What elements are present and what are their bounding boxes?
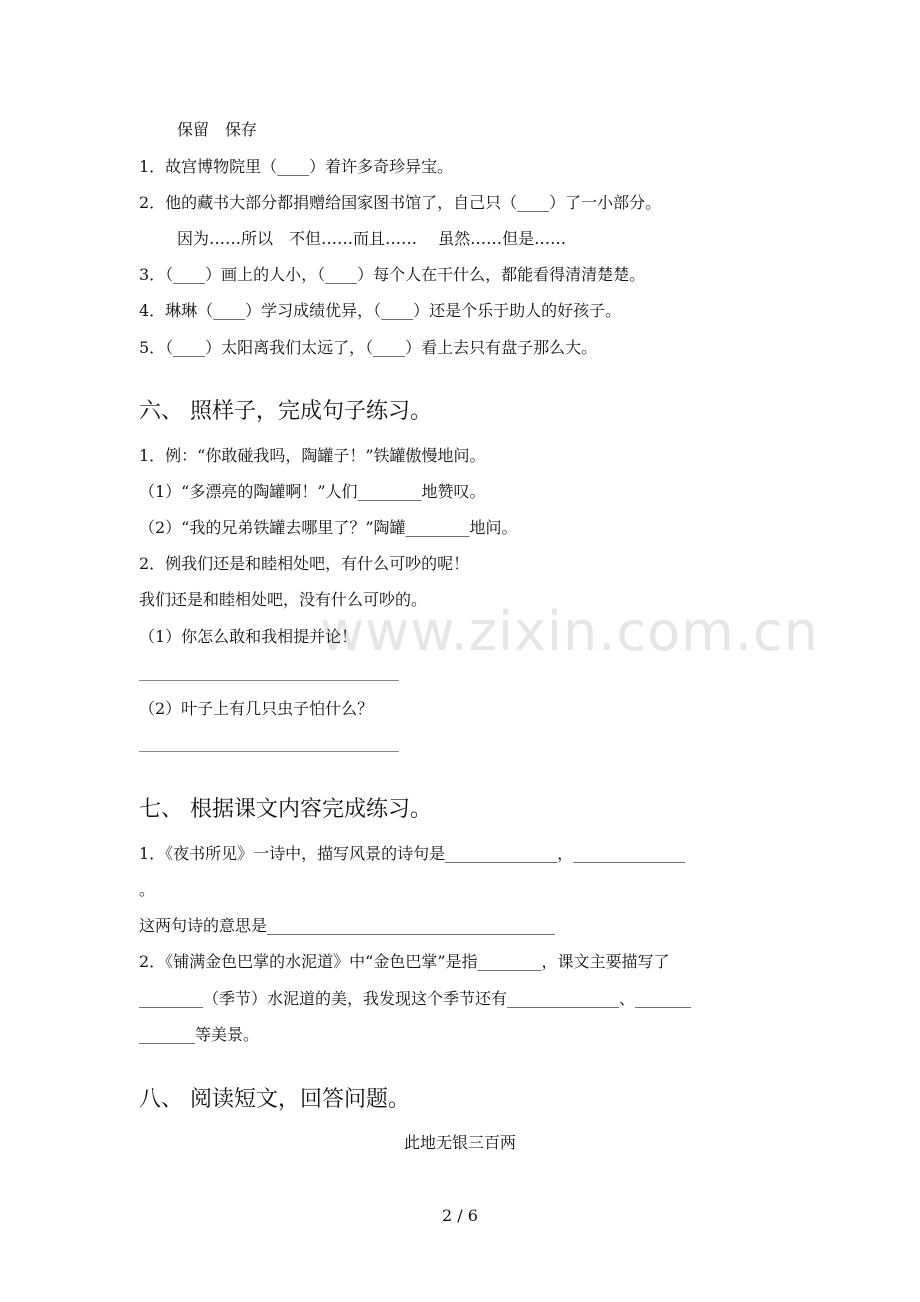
- section-7-q2-line1: 2．《铺满金色巴掌的水泥道》中“金色巴掌”是指________，课文主要描写了: [139, 952, 670, 971]
- answer-line-2a: [139, 680, 399, 681]
- section-6-item-2a: （1）你怎么敢和我相提并论！: [139, 627, 358, 646]
- section-6-item-2b: （2）叶子上有几只虫子怕什么？: [139, 699, 374, 718]
- word-choice-conjunctions: 因为……所以 不但……而且…… 虽然……但是……: [177, 229, 567, 248]
- passage-title: 此地无银三百两: [403, 1133, 516, 1152]
- section-6-example-2: 2．例我们还是和睦相处吧，有什么可吵的呢！: [139, 554, 470, 573]
- section-6-example-1: 1．例：“你敢碰我吗，陶罐子！”铁罐傲慢地问。: [139, 446, 486, 465]
- section-6-item-1a: （1）“多漂亮的陶罐啊！”人们________地赞叹。: [139, 482, 486, 501]
- question-5: 5．（____）太阳离我们太远了，（____）看上去只有盘子那么大。: [139, 338, 598, 357]
- section-7-q2-line2: ________（季节）水泥道的美，我发现这个季节还有______________、_______: [139, 989, 692, 1008]
- section-7-q1-line2: 。: [139, 880, 156, 899]
- section-6-example-2-answer: 我们还是和睦相处吧，没有什么可吵的。: [139, 590, 428, 609]
- section-7-q2-line3: _______等美景。: [139, 1025, 260, 1044]
- question-4: 4．琳琳（____）学习成绩优异，（____）还是个乐于助人的好孩子。: [139, 301, 622, 320]
- section-7-q1-line1: 1．《夜书所见》一诗中，描写风景的诗句是______________，______________: [139, 844, 686, 863]
- section-6-heading: 六、 照样子，完成句子练习。: [139, 399, 432, 424]
- section-7-heading: 七、 根据课文内容完成练习。: [139, 797, 432, 822]
- question-1: 1．故宫博物院里（____）着许多奇珍异宝。: [139, 157, 454, 176]
- page-number: 2 / 6: [442, 1206, 478, 1225]
- word-choice-pair-1: 保留 保存: [177, 120, 258, 139]
- answer-line-2b: [139, 751, 399, 752]
- section-6-item-1b: （2）“我的兄弟铁罐去哪里了？”陶罐________地问。: [139, 518, 518, 537]
- section-8-heading: 八、 阅读短文，回答问题。: [139, 1087, 410, 1112]
- question-3: 3．（____）画上的人小，（____）每个人在干什么，都能看得清清楚楚。: [139, 265, 646, 284]
- question-2: 2．他的藏书大部分都捐赠给国家图书馆了，自己只（____）了一小部分。: [139, 193, 662, 212]
- watermark: www.zixin.com.cn: [320, 600, 819, 663]
- section-7-q1-line3: 这两句诗的意思是____________________________________: [139, 916, 556, 935]
